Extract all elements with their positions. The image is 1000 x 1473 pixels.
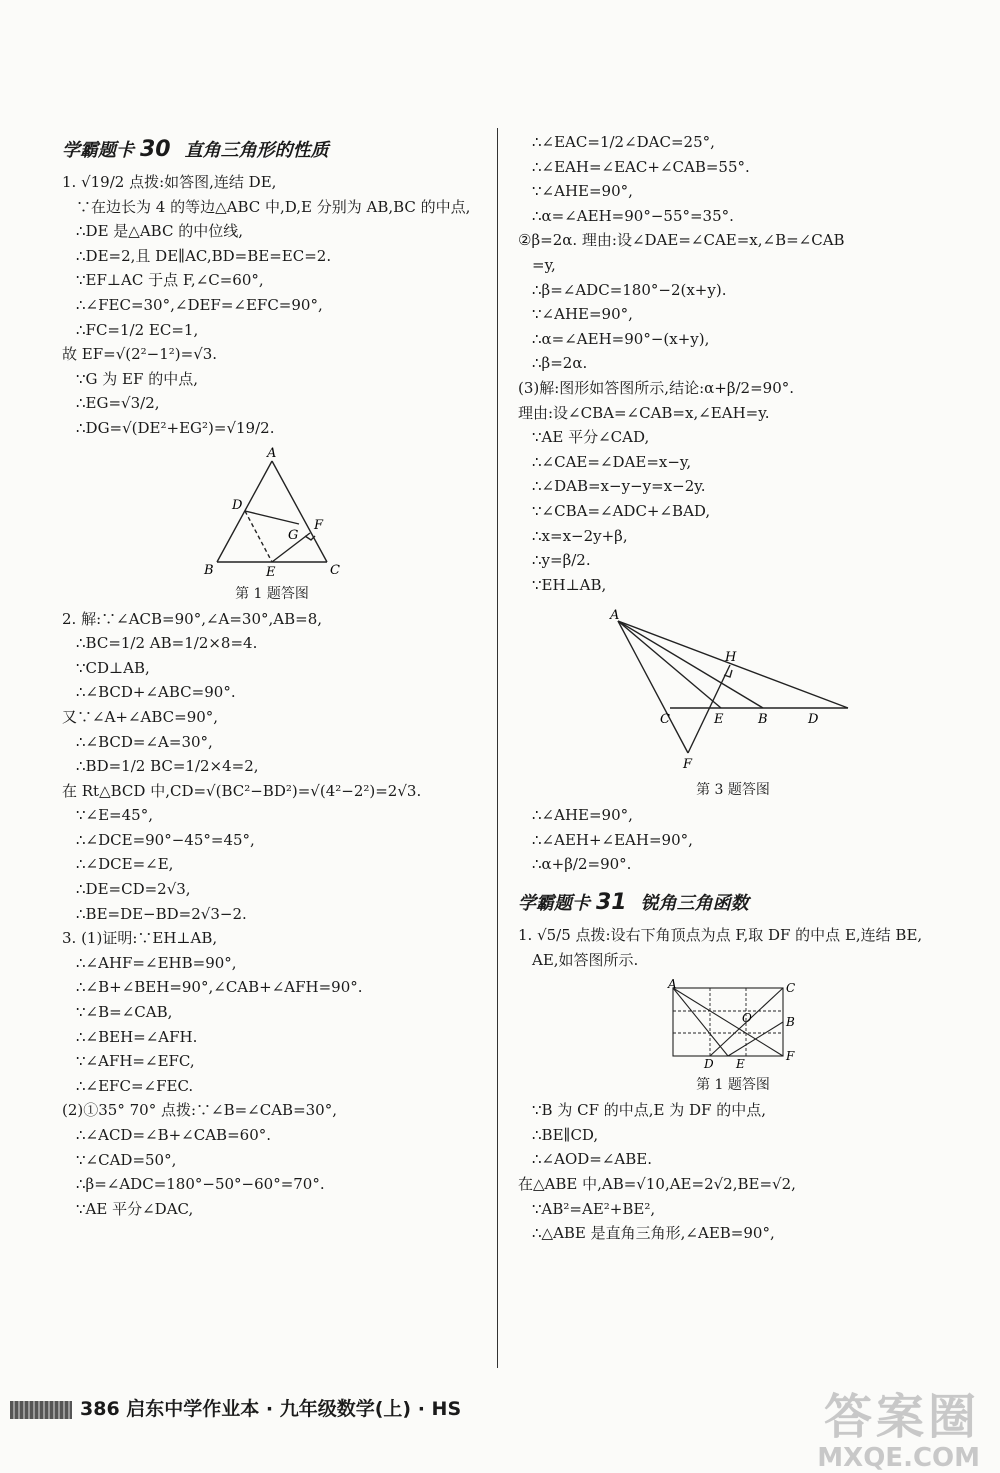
text-line: ∴DE=2,且 DE∥AC,BD=BE=EC=2. [76,246,332,265]
solution-1-block [62,170,482,441]
label-a: A [610,608,620,624]
text-line: ∵EH⊥AB, [532,575,607,594]
figure-1-caption: 第 1 题答图 [235,585,309,602]
text-line: ∵EF⊥AC 于点 F,∠C=60°, [76,271,264,290]
label-e: E [736,1057,745,1069]
text-line: ∴∠BEH=∠AFH. [76,1027,198,1046]
text-line: ∴EG=√3/2, [76,394,160,413]
text-line: 3. (1)证明:∵EH⊥AB, [62,929,218,948]
solution-31-1-body [518,1098,948,1246]
figure-r1 [518,978,948,1098]
label-b: B [758,712,768,728]
label-f: F [786,1049,795,1064]
text-line: 又∵∠A+∠ABC=90°, [62,707,219,726]
label-d: D [232,497,243,513]
label-a: A [267,446,277,461]
label-b: B [786,1015,795,1030]
text-line: ∵AB²=AE²+BE², [532,1199,656,1218]
section-number: 31 [596,890,627,916]
solution-3-end [518,803,948,877]
text-line: ∴BE∥CD, [532,1125,599,1144]
section-number: 30 [140,137,171,162]
text-line: ∴∠DAB=x−y−y=x−2y. [532,477,706,496]
label-b: B [204,562,214,577]
section-prefix: 学霸题卡 [518,893,590,915]
text-line: ∴BE=DE−BD=2√3−2. [76,904,247,923]
page-footer [10,1394,610,1424]
text-line: ∴DE=CD=2√3, [76,880,191,899]
text-line: ∴∠AOD=∠ABE. [532,1150,652,1169]
label-d: D [808,712,819,728]
label-e: E [714,712,724,728]
text-line: ∴α=∠AEH=90°−(x+y), [532,329,710,348]
label-f: F [314,517,324,533]
section-text: 直角三角形的性质 [184,140,329,161]
text-line: ∴∠EAH=∠EAC+∠CAB=55°. [532,157,750,176]
text-line: ∴∠BCD+∠ABC=90°. [76,683,236,702]
solution-2-3-block [62,607,482,1222]
text-line: ∵B 为 CF 的中点,E 为 DF 的中点, [532,1101,766,1120]
figure-3-caption: 第 3 题答图 [696,782,770,799]
text-line: ∵∠AHE=90°, [532,305,633,324]
text-line: ∴∠CAE=∠DAE=x−y, [532,452,692,471]
column-divider [497,128,498,1368]
text-line: ∴∠DCE=90°−45°=45°, [76,830,255,849]
figure-3-diagram [518,603,948,773]
label-c: C [330,562,340,577]
label-f: F [683,757,693,773]
text-line: ∴α=∠AEH=90°−55°=35°. [532,206,734,225]
text-line: 1. √5/5 点拨:设右下角顶点为点 F,取 DF 的中点 E,连结 BE, [518,926,923,945]
page-number: 386 [80,1398,120,1420]
text-line: ∴BD=1/2 BC=1/2×4=2, [76,757,259,776]
label-e: E [266,564,276,577]
right-column [518,130,948,1246]
watermark-title: 答案圈 [823,1389,980,1445]
text-line: (3)解:图形如答图所示,结论:α+β/2=90°. [518,378,795,397]
watermark-site: MXQE.COM [817,1443,980,1473]
text-line: 1. √19/2 点拨:如答图,连结 DE, [62,173,277,191]
text-line: ∴∠EFC=∠FEC. [76,1076,194,1095]
text-line: ∵AE 平分∠DAC, [76,1199,194,1218]
label-g: G [288,527,299,543]
label-o: O [742,1011,752,1026]
text-line: (2)①35° 70° 点拨:∵∠B=∠CAB=30°, [62,1101,337,1120]
text-line: 故 EF=√(2²−1²)=√3. [62,345,218,364]
text-line: =y, [532,255,556,274]
left-column [62,130,482,1221]
text-line: ∵G 为 EF 的中点, [76,369,198,388]
label-h: H [725,650,737,666]
section-title-30 [62,130,482,170]
figure-1-left [62,447,482,607]
text-line: ∴∠AEH+∠EAH=90°, [532,830,693,849]
section-text: 锐角三角函数 [640,893,749,915]
barcode-decoration [10,1401,72,1419]
text-line: 在△ABE 中,AB=√10,AE=2√2,BE=√2, [518,1175,796,1194]
label-a: A [668,978,677,992]
text-line: ∴α+β/2=90°. [532,855,632,874]
book-title: 启东中学作业本 · 九年级数学(上) · HS [126,1398,462,1420]
text-line: ∵∠CAD=50°, [76,1150,177,1169]
text-line: ∵CD⊥AB, [76,658,150,677]
text-line: ∴∠FEC=30°,∠DEF=∠EFC=90°, [76,295,323,314]
watermark [817,1390,980,1472]
text-line: AE,如答图所示. [532,950,639,969]
text-line: ∵∠E=45°, [76,806,153,825]
grid-diagram [518,978,948,1068]
text-line: ∴∠AHE=90°, [532,806,633,825]
text-line: ∴∠B+∠BEH=90°,∠CAB+∠AFH=90°. [76,978,363,997]
text-line: ②β=2α. 理由:设∠DAE=∠CAE=x,∠B=∠CAB [518,231,845,250]
section-prefix: 学霸题卡 [62,140,134,161]
label-c: C [660,712,670,728]
text-line: ∵∠CBA=∠ADC+∠BAD, [532,501,711,520]
figure-r1-caption: 第 1 题答图 [696,1077,770,1094]
label-d: D [704,1057,714,1069]
text-line: ∵∠AFH=∠EFC, [76,1052,195,1071]
text-line: ∵∠AHE=90°, [532,182,633,201]
text-line: ∴∠DCE=∠E, [76,855,174,874]
triangle-diagram [62,447,482,577]
text-line: ∴β=∠ADC=180°−2(x+y). [532,280,727,299]
text-line: ∵在边长为 4 的等边△ABC 中,D,E 分别为 AB,BC 的中点, [76,197,471,216]
text-line: ∴BC=1/2 AB=1/2×8=4. [76,634,258,653]
text-line: ∴FC=1/2 EC=1, [76,320,199,339]
text-line: ∴DE 是△ABC 的中位线, [76,222,243,241]
text-line: ∴β=2α. [532,354,588,373]
solution-31-1-intro [518,923,948,972]
text-line: ∴∠EAC=1/2∠DAC=25°, [532,133,715,151]
text-line: 在 Rt△BCD 中,CD=√(BC²−BD²)=√(4²−2²)=2√3. [62,781,422,800]
text-line: ∵AE 平分∠CAD, [532,428,650,447]
text-line: 理由:设∠CBA=∠CAB=x,∠EAH=y. [518,403,770,422]
text-line: ∴∠BCD=∠A=30°, [76,732,213,751]
solution-3-continued [518,130,948,597]
text-line: ∴x=x−2y+β, [532,526,628,545]
text-line: ∴∠ACD=∠B+∠CAB=60°. [76,1126,271,1144]
text-line: ∴∠AHF=∠EHB=90°, [76,953,237,972]
text-line: ∴y=β/2. [532,551,591,570]
figure-3 [518,603,948,803]
section-title-31 [518,883,948,923]
text-line: 2. 解:∵∠ACB=90°,∠A=30°,AB=8, [62,609,323,628]
text-line: ∴β=∠ADC=180°−50°−60°=70°. [76,1175,325,1194]
label-c: C [786,981,796,996]
text-line: ∴△ABE 是直角三角形,∠AEB=90°, [532,1224,775,1243]
text-line: ∵∠B=∠CAB, [76,1003,173,1022]
text-line: ∴DG=√(DE²+EG²)=√19/2. [76,418,275,437]
